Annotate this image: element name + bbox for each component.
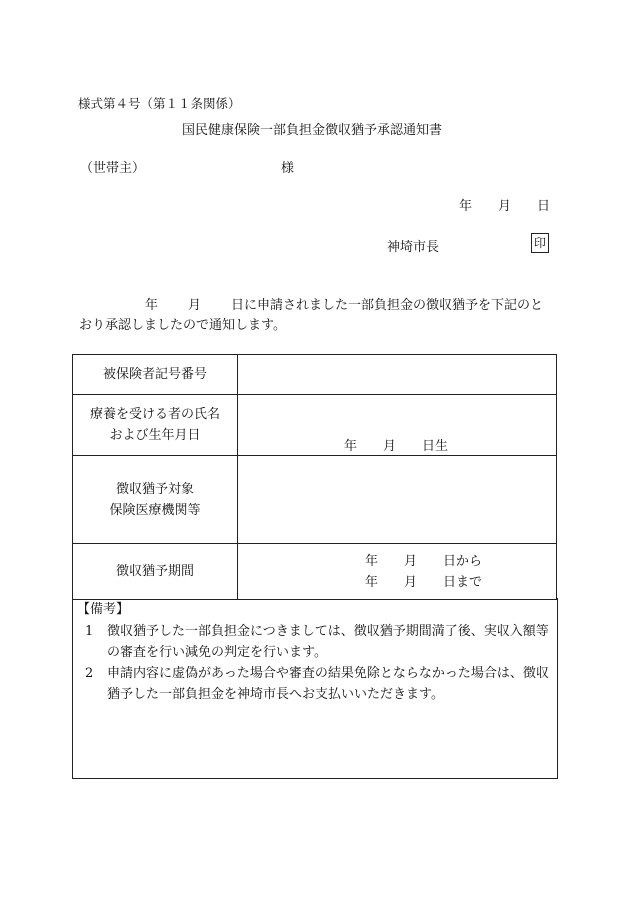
remark-number: 1 <box>85 624 94 639</box>
table-row <box>73 544 557 600</box>
period-value <box>238 544 557 600</box>
recipient-honorific: 様 <box>281 161 295 176</box>
issuer-name: 神埼市長 <box>387 240 440 255</box>
birth-date <box>344 435 448 454</box>
insured-number-value <box>238 355 557 395</box>
table-row <box>73 355 557 395</box>
remark-text: 徴収猶予した一部負担金につきましては、徴収猶予期間満了後、実収入額等の審査を行い減免の判定を行います。 <box>107 624 549 660</box>
remarks-box <box>72 598 558 779</box>
date-day: 日 <box>536 199 550 214</box>
patient-birth-value <box>238 395 557 456</box>
recipient-label: （世帯主） <box>80 161 146 176</box>
period-to: 日まで <box>443 574 483 590</box>
period-start <box>238 551 556 572</box>
period-start-year: 年 <box>365 553 379 569</box>
period-end-month: 月 <box>404 574 418 590</box>
period-from: 日から <box>443 553 483 569</box>
notice-paragraph <box>79 296 554 336</box>
approval-table <box>72 354 557 600</box>
seal-mark: 印 <box>531 233 549 253</box>
birth-day: 日生 <box>422 439 449 454</box>
target-facility-value <box>238 456 557 544</box>
document-title: 国民健康保険一部負担金徴収猶予承認通知書 <box>182 123 443 138</box>
form-number: 様式第４号（第１１条関係） <box>78 96 241 111</box>
remarks-title: 【備考】 <box>77 602 130 617</box>
date-year: 年 <box>458 199 472 214</box>
patient-label <box>73 395 238 456</box>
birth-month: 月 <box>383 439 397 454</box>
target-facility-label <box>73 456 238 544</box>
target-label-line2: 保険医療機関等 <box>109 502 201 518</box>
notice-year: 年 <box>145 298 159 313</box>
patient-label-line2: および生年月日 <box>109 428 201 443</box>
notice-text: 日に申請されました一部負担金の徴収猶予を下記のとおり承認しましたので通知します。 <box>79 298 544 333</box>
notice-month: 月 <box>188 298 202 313</box>
period-label: 徴収猶予期間 <box>73 544 238 600</box>
period-end-year: 年 <box>365 574 379 590</box>
date-month: 月 <box>497 199 511 214</box>
table-row <box>73 395 557 456</box>
insured-number-label: 被保険者記号番号 <box>73 355 238 395</box>
remark-number: 2 <box>85 666 94 681</box>
target-label-line1: 徴収猶予対象 <box>115 481 194 497</box>
remark-text: 申請内容に虚偽があった場合や審査の結果免除とならなかった場合は、徴収猶予した一部負担金を神埼市長へお支払いいただきます。 <box>107 666 549 702</box>
issue-date <box>459 195 550 214</box>
remark-item <box>85 663 553 705</box>
patient-label-line1: 療養を受ける者の氏名 <box>89 407 220 422</box>
remark-item <box>85 621 553 663</box>
birth-year: 年 <box>344 439 358 454</box>
table-row <box>73 456 557 544</box>
period-end <box>238 572 556 593</box>
period-start-month: 月 <box>404 553 418 569</box>
